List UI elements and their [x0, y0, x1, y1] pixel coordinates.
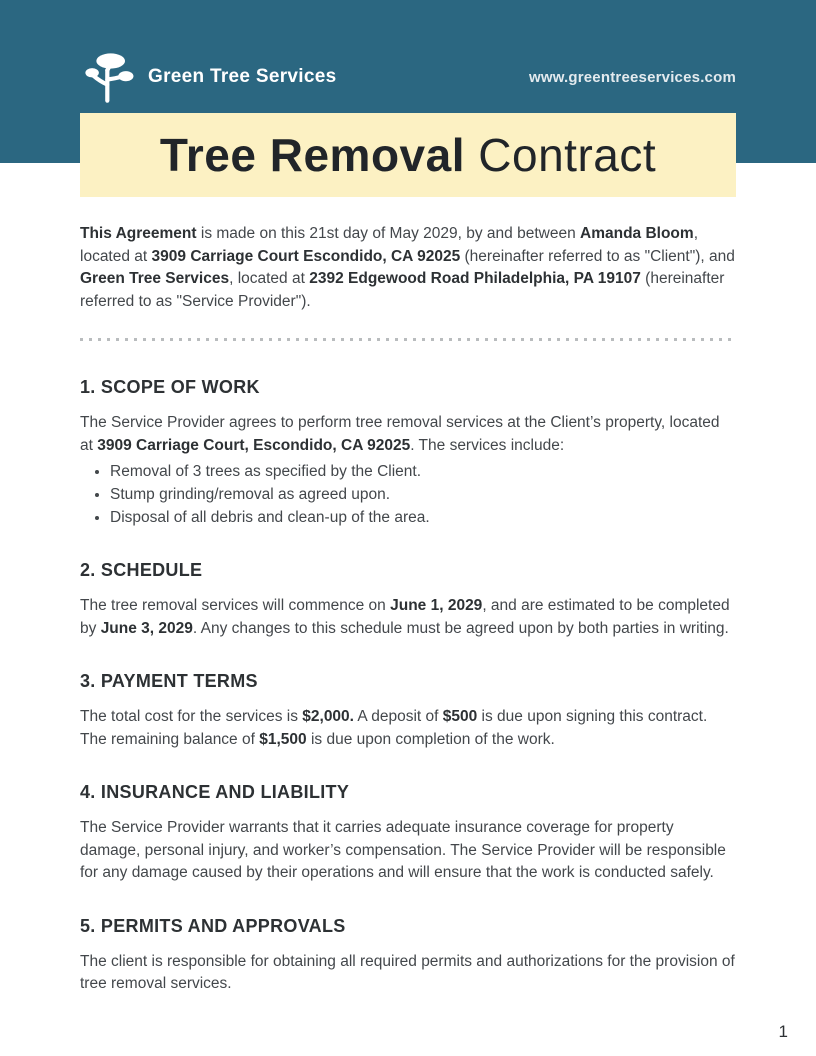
bullet-item: • Disposal of all debris and clean-up of the area.: [110, 506, 736, 529]
section-heading: 1. SCOPE OF WORK: [80, 377, 260, 397]
bold-text: 3909 Carriage Court Escondido, CA 92025: [151, 247, 461, 265]
website-url: www.greentreeservices.com: [528, 68, 736, 86]
page-title: [160, 128, 656, 182]
text: A deposit of: [353, 708, 443, 725]
bold-text: 2392 Edgewood Road Philadelphia, PA 19107: [309, 270, 641, 287]
bold-text: Green Tree Services: [80, 270, 230, 287]
section-bullets: [80, 460, 736, 529]
tree-icon: [82, 50, 136, 104]
bold-text: 3909 Carriage Court, Escondido, CA 92025: [97, 436, 411, 454]
intro-paragraph: [80, 223, 736, 313]
text: The client is responsible for obtaining all required permits and authorizations for the provision of tree removal services.: [80, 952, 735, 992]
section-heading: 4. INSURANCE AND LIABILITY: [80, 782, 350, 802]
text: . Any changes to this schedule must be agreed upon by both parties in writing.: [192, 619, 729, 637]
text: (hereinafter referred to as "Client"), and: [460, 247, 735, 265]
bullet-item: • Stump grinding/removal as agreed upon.: [110, 483, 736, 506]
section-paragraph: [80, 706, 736, 751]
bold-text: $500: [442, 708, 478, 725]
page-title-light: Contract: [478, 129, 657, 181]
text: , located at: [229, 270, 310, 287]
section-heading: 5. PERMITS AND APPROVALS: [80, 915, 346, 936]
section-paragraph: [80, 595, 736, 640]
page-number: 1: [778, 1022, 788, 1041]
bold-text: This Agreement: [80, 225, 197, 242]
text: is made on this 21st day of May 2029, by and between: [196, 225, 580, 242]
text: The Service Provider agrees to perform tree removal services at the Client’s property, located at: [80, 414, 720, 454]
section-heading: 3. PAYMENT TERMS: [80, 671, 258, 691]
contract-section: [80, 377, 736, 529]
brand-name: Green Tree Services: [148, 66, 337, 87]
section-paragraph: [80, 412, 736, 457]
page-title-bold: Tree Removal: [159, 129, 479, 181]
section-heading: 2. SCHEDULE: [80, 560, 203, 580]
bold-text: $1,500: [259, 730, 307, 748]
text: The total cost for the services is: [80, 708, 303, 725]
text: , located at: [80, 225, 698, 265]
text: (hereinafter referred to as "Service Provider").: [80, 270, 725, 310]
bullet-item: • Removal of 3 trees as specified by the Client.: [110, 460, 736, 483]
text: The Service Provider warrants that it carries adequate insurance coverage for property damage, personal injury, and worker’s compensation. The Service Provider will be responsible for any damage caused by their operations and will ensure that the work is conducted safely.: [80, 819, 726, 881]
contract-body: [0, 197, 816, 996]
contract-section: [80, 671, 736, 751]
text: , and are estimated to be completed by: [80, 597, 730, 637]
section-paragraph: [80, 817, 736, 885]
bold-text: $2,000.: [302, 708, 354, 725]
dotted-divider: [80, 338, 736, 341]
section-paragraph: [80, 951, 736, 996]
bold-text: June 3, 2029: [100, 619, 193, 637]
text: is due upon completion of the work.: [306, 730, 555, 748]
title-banner: [80, 113, 736, 197]
contract-section: [80, 782, 736, 885]
bold-text: Amanda Bloom: [580, 225, 694, 242]
text: is due upon signing this contract. The remaining balance of: [80, 708, 708, 748]
bold-text: June 1, 2029: [390, 597, 483, 614]
sections: [80, 377, 736, 996]
brand-row: [0, 0, 816, 104]
text: The tree removal services will commence on: [80, 597, 391, 614]
contract-section: [80, 916, 736, 996]
text: . The services include:: [410, 436, 565, 454]
contract-section: [80, 560, 736, 640]
